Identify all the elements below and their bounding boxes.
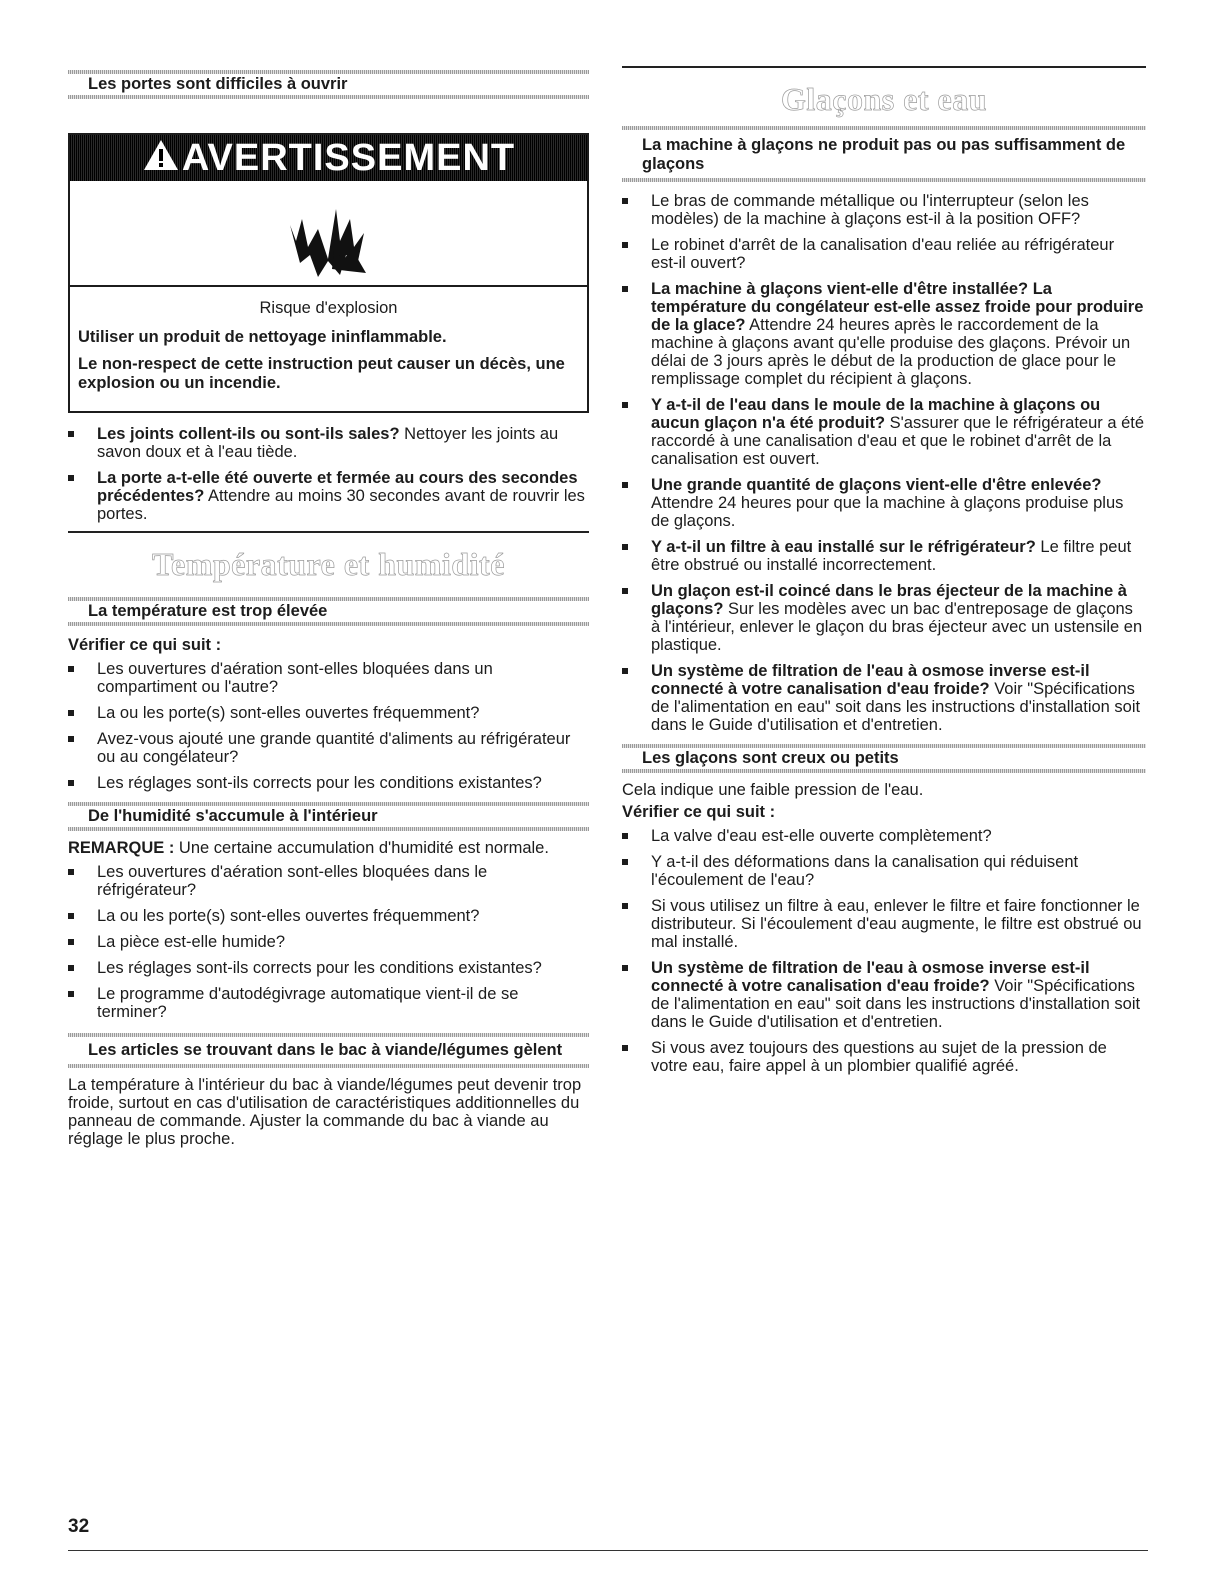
item-text: Attendre 24 heures après le raccordement de la machine à glaçons avant qu'elle produise des glaçons. Prévoir un délai de 3 jours après le début de la production de glace pour le remplissage complet du récipient à glaçons.	[651, 316, 1131, 388]
list-item	[622, 662, 1146, 734]
remark-label: REMARQUE :	[68, 839, 175, 857]
list-item	[622, 582, 1146, 654]
list-item	[622, 396, 1146, 468]
item-bold: Un système de filtration de l'eau à osmose inverse est-il connecté à votre canalisation d'eau froide?	[651, 959, 1090, 995]
hollow-heading: Les glaçons sont creux ou petits	[622, 744, 1146, 773]
item-bold: La porte a-t-elle été ouverte et fermée au cours des secondes précédentes?	[97, 469, 578, 505]
list-item	[622, 192, 1146, 228]
warning-hazard: Risque d'explosion	[259, 299, 398, 317]
item-text: S'assurer que le réfrigérateur a été raccordé à une canalisation d'eau et que le robinet d'arrêt de la canalisation est ouvert.	[651, 414, 1145, 468]
warning-header	[70, 135, 587, 181]
list-item	[622, 538, 1146, 574]
warning-box	[68, 133, 589, 413]
list-item	[622, 476, 1146, 530]
footer-rule	[68, 1550, 1148, 1551]
list-item	[622, 897, 1146, 951]
item-bold: Une grande quantité de glaçons vient-elle d'être enlevée?	[651, 476, 1102, 494]
temp-list	[68, 660, 589, 792]
left-column	[68, 0, 589, 1148]
humidity-heading: De l'humidité s'accumule à l'intérieur	[68, 802, 589, 831]
doors-heading: Les portes sont difficiles à ouvrir	[68, 70, 589, 99]
remark-text: Une certaine accumulation d'humidité est normale.	[174, 839, 549, 857]
item-bold: La machine à glaçons vient-elle d'être installée? La température du congélateur est-elle assez froide pour produire de la glace?	[651, 280, 1144, 334]
list-item	[622, 1039, 1146, 1075]
doors-list	[68, 425, 589, 523]
warning-triangle-icon	[142, 137, 180, 183]
explosion-icon	[70, 181, 587, 287]
item-text: Y a-t-il des déformations dans la canalisation qui réduisent l'écoulement de l'eau?	[651, 853, 1079, 889]
freeze-text: La température à l'intérieur du bac à viande/légumes peut devenir trop froide, surtout en cas d'utilisation de caractéristiques additionnelles du panneau de commande. Ajuster la commande du bac à viande au réglage le plus proche.	[68, 1076, 582, 1148]
item-text: Si vous utilisez un filtre à eau, enlever le filtre et faire fonctionner le distributeur. Si l'écoulement d'eau augmente, le filtre est obstrué ou mal installé.	[651, 897, 1142, 951]
list-item: Les réglages sont-ils corrects pour les conditions existantes?	[68, 774, 589, 792]
warning-body	[70, 287, 587, 411]
humidity-list	[68, 863, 589, 1021]
hollow-intro: Cela indique une faible pression de l'eau.	[622, 781, 924, 799]
item-text: Le filtre peut être obstrué ou installé incorrectement.	[651, 538, 1132, 574]
item-text: Attendre au moins 30 secondes avant de rouvrir les portes.	[97, 487, 585, 523]
item-text: Nettoyer les joints au savon doux et à l'eau tiède.	[97, 425, 559, 461]
item-text: Sur les modèles avec un bac d'entreposage de glaçons à l'intérieur, enlever le glaçon du bras éjecteur avec un ustensile en plastique.	[651, 600, 1143, 654]
ice-section-title: Glaçons et eau	[780, 81, 988, 117]
item-text: Si vous avez toujours des questions au sujet de la pression de votre eau, faire appel à un plombier qualifié agréé.	[651, 1039, 1107, 1075]
freeze-heading: Les articles se trouvant dans le bac à viande/légumes gèlent	[68, 1033, 589, 1068]
section-rule	[622, 66, 1146, 68]
item-text: Voir "Spécifications de l'alimentation en eau" soit dans les instructions d'installation soit dans le Guide d'utilisation et d'entretien.	[651, 680, 1141, 734]
page-number: 32	[68, 1516, 90, 1537]
list-item	[68, 425, 589, 461]
temp-heading: La température est trop élevée	[68, 597, 589, 626]
item-bold: Y a-t-il de l'eau dans le moule de la machine à glaçons ou aucun glaçon n'a été produit?	[651, 396, 1101, 432]
item-bold: Un glaçon est-il coincé dans le bras éjecteur de la machine à glaçons?	[651, 582, 1127, 618]
list-item: Les réglages sont-ils corrects pour les conditions existantes?	[68, 959, 589, 977]
list-item	[68, 469, 589, 523]
list-item: La ou les porte(s) sont-elles ouvertes fréquemment?	[68, 907, 589, 925]
temp-section-title: Température et humidité	[152, 546, 505, 582]
warning-line-1: Utiliser un produit de nettoyage ininflammable.	[78, 328, 447, 346]
hollow-list	[622, 827, 1146, 1075]
verify-label: Vérifier ce qui suit :	[68, 636, 222, 654]
list-item	[622, 236, 1146, 272]
list-item: Le programme d'autodégivrage automatique vient-il de se terminer?	[68, 985, 589, 1021]
item-bold: Un système de filtration de l'eau à osmose inverse est-il connecté à votre canalisation d'eau froide?	[651, 662, 1090, 698]
item-text: Attendre 24 heures pour que la machine à glaçons produise plus de glaçons.	[651, 494, 1124, 530]
item-text: Le robinet d'arrêt de la canalisation d'eau reliée au réfrigérateur est-il ouvert?	[651, 236, 1115, 272]
item-bold: Les joints collent-ils ou sont-ils sales?	[97, 425, 400, 443]
right-column	[622, 0, 1146, 1083]
warning-title: AVERTISSEMENT	[181, 137, 516, 179]
list-item	[622, 853, 1146, 889]
remark	[68, 839, 589, 857]
item-text: Le bras de commande métallique ou l'interrupteur (selon les modèles) de la machine à glaçons est-il à la position OFF?	[651, 192, 1089, 228]
list-item	[622, 827, 1146, 845]
list-item	[622, 959, 1146, 1031]
list-item: Les ouvertures d'aération sont-elles bloquées dans un compartiment ou l'autre?	[68, 660, 589, 696]
list-item: Les ouvertures d'aération sont-elles bloquées dans le réfrigérateur?	[68, 863, 589, 899]
list-item: La pièce est-elle humide?	[68, 933, 589, 951]
list-item: Avez-vous ajouté une grande quantité d'aliments au réfrigérateur ou au congélateur?	[68, 730, 589, 766]
list-item: La ou les porte(s) sont-elles ouvertes fréquemment?	[68, 704, 589, 722]
item-text: La valve d'eau est-elle ouverte complètement?	[651, 827, 992, 845]
section-rule	[68, 531, 589, 533]
warning-line-2: Le non-respect de cette instruction peut causer un décès, une explosion ou un incendie.	[78, 355, 565, 392]
item-bold: Y a-t-il un filtre à eau installé sur le réfrigérateur?	[651, 538, 1036, 556]
ice-list	[622, 192, 1146, 734]
item-text: Voir "Spécifications de l'alimentation en eau" soit dans les instructions d'installation soit dans le Guide d'utilisation et d'entretien.	[651, 977, 1141, 1031]
ice-heading: La machine à glaçons ne produit pas ou pas suffisamment de glaçons	[622, 126, 1146, 182]
verify-label: Vérifier ce qui suit :	[622, 803, 776, 821]
list-item	[622, 280, 1146, 388]
